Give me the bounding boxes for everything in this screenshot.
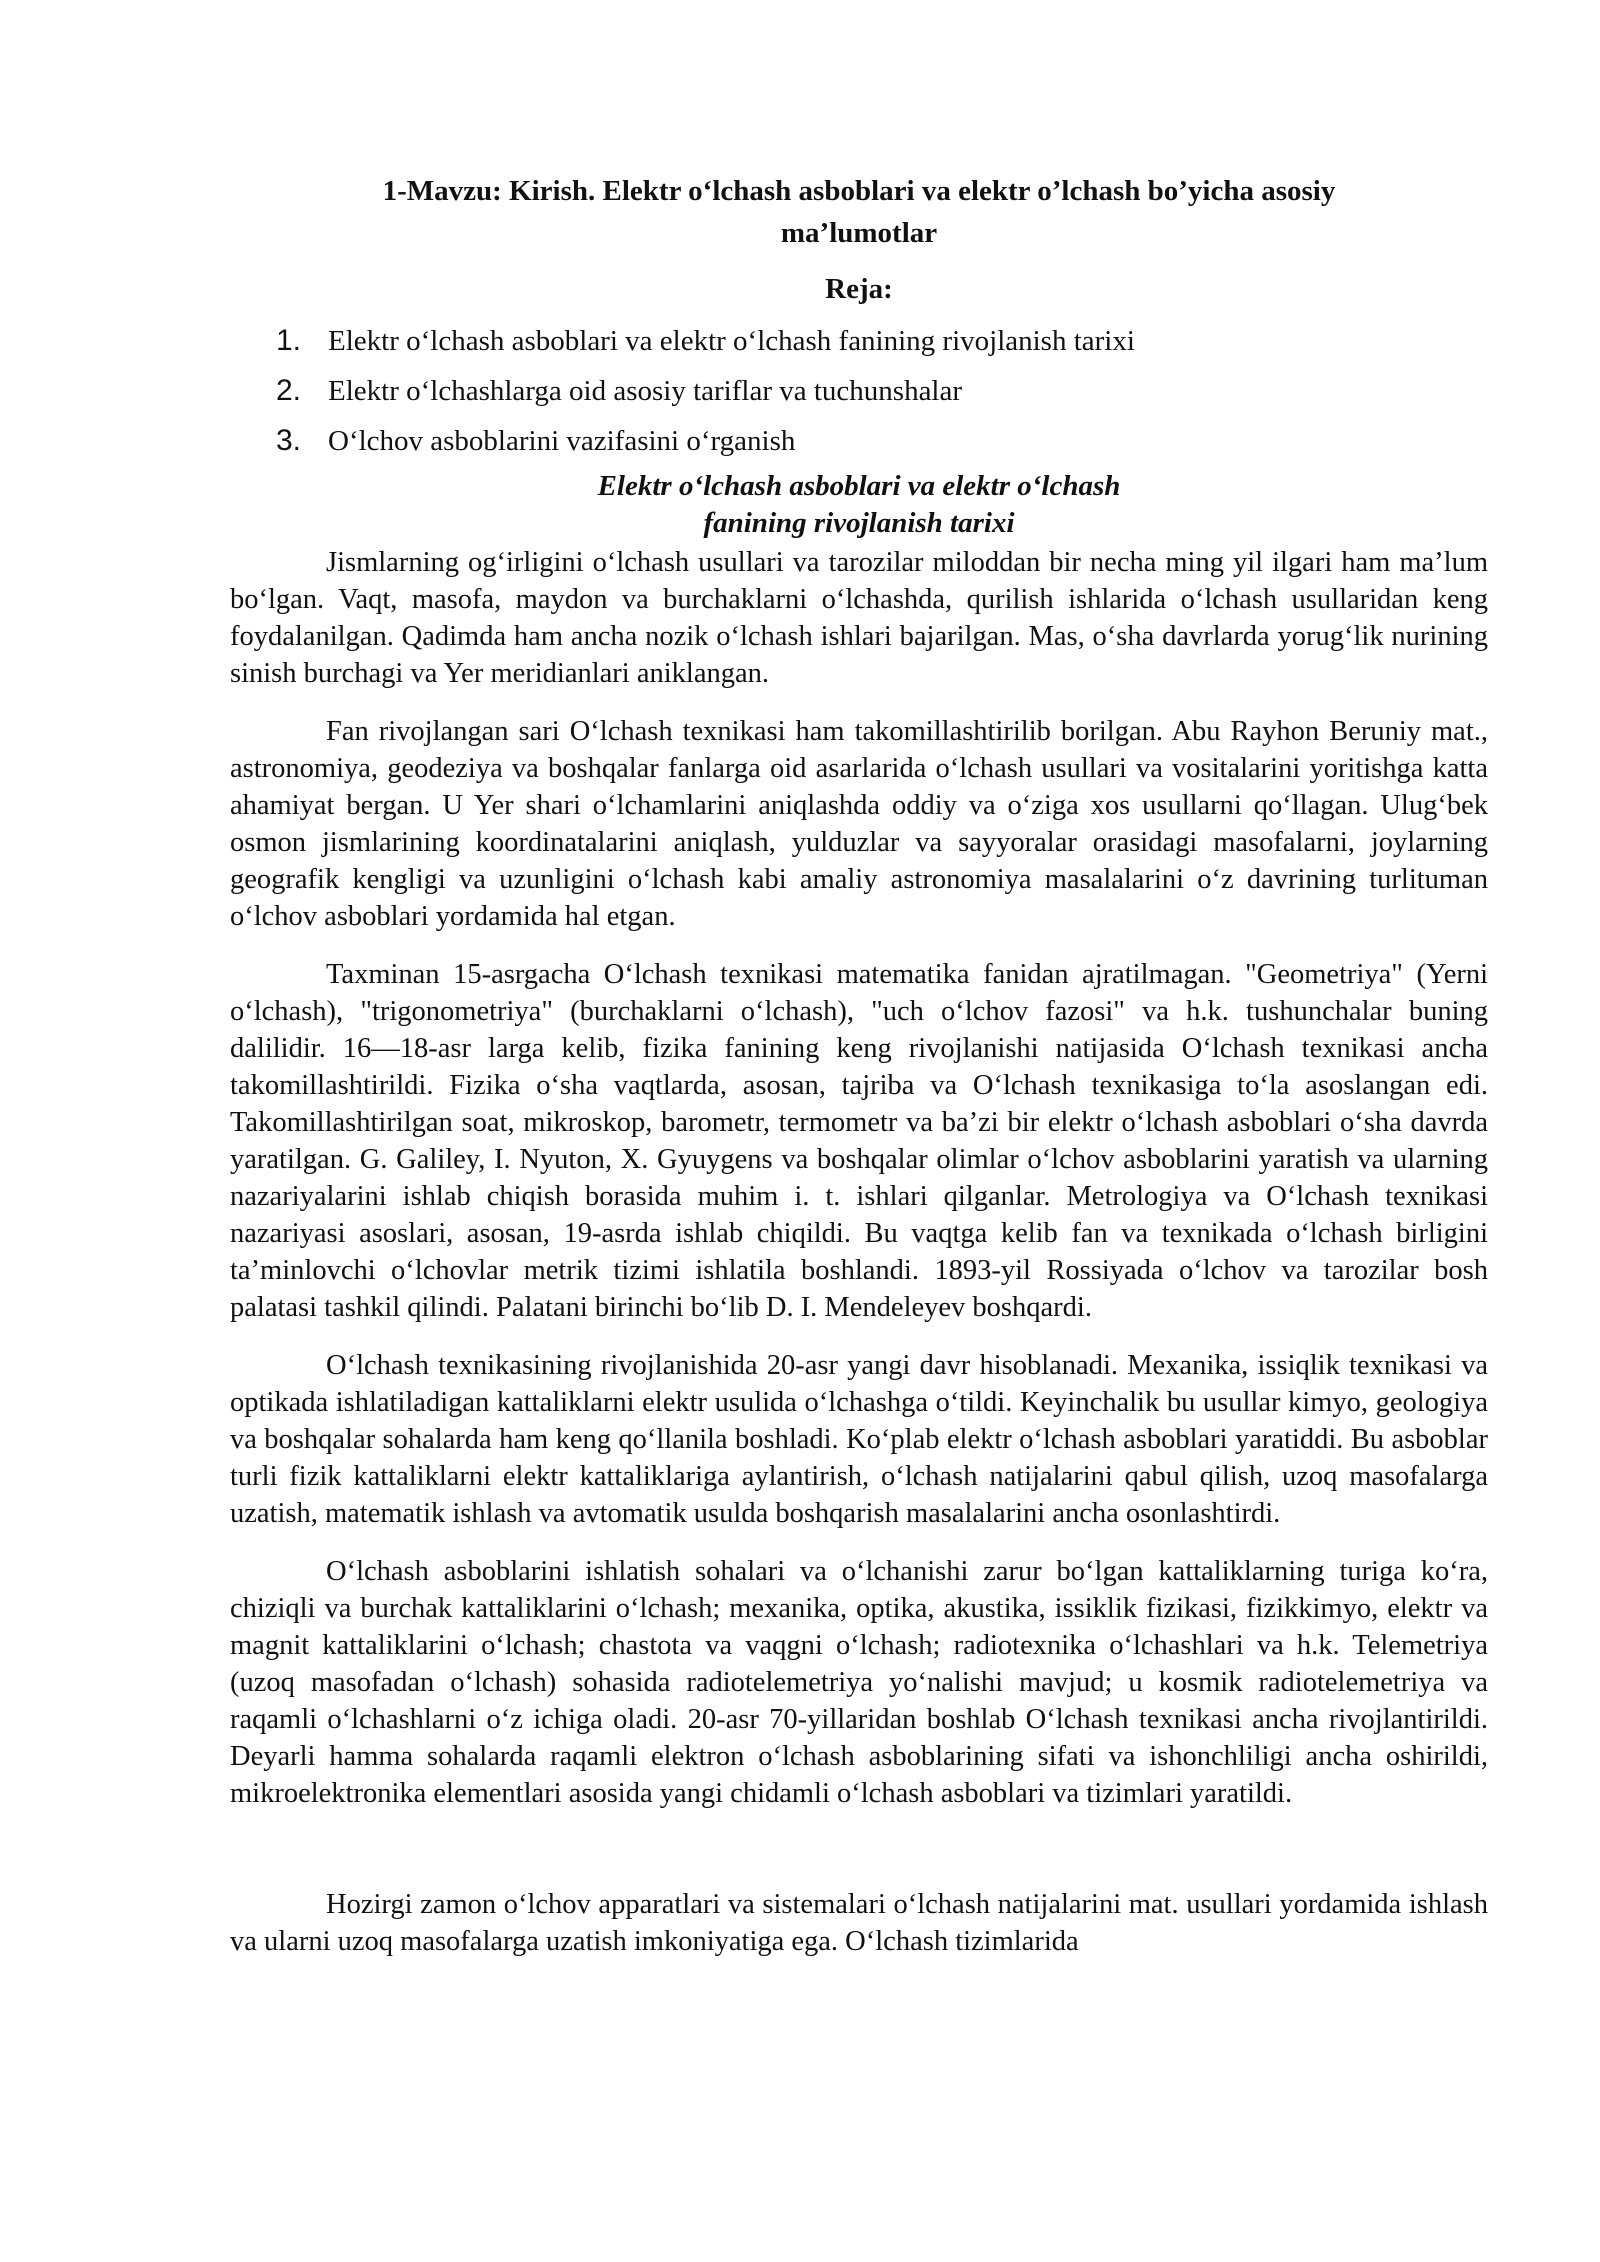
plan-list [230,316,1488,466]
section-heading-line-2: fanining rivojlanish tarixi [703,507,1015,539]
document-page [230,170,1488,1981]
body-paragraph: Taxminan 15-asrgacha O‘lchash texnikasi matematika fanidan ajratilmagan. "Geometriya" (Yerni o‘lchash), "trigonometriya" (burchaklarni o‘lchash), "uch o‘lchov fazosi" va h.k. tushunchalar buning dalilidir. 16—18-asr larga kelib, fizika fanining keng rivojlanishi natijasida O‘lchash texnikasi ancha takomillashtirildi. Fizika o‘sha vaqtlarda, asosan, tajriba va O‘lchash texnikasiga to‘la asoslangan edi. Takomillashtirilgan soat, mikroskop, barometr, termometr va ba’zi bir elektr o‘lchash asboblari o‘sha davrda yaratilgan. G. Galiley, I. Nyuton, X. Gyuygens va boshqalar olimlar o‘lchov asboblarini yaratish va ularning nazariyalarini ishlab chiqish borasida muhim i. t. ishlari qilganlar. Metrologiya va O‘lchash texnikasi nazariyasi asoslari, asosan, 19-asrda ishlab chiqildi. Bu vaqtga kelib fan va texnikada o‘lchash birligini ta’minlovchi o‘lchovlar metrik tizimi ishlatila boshlandi. 1893-yil Rossiyada o‘lchov va tarozilar bosh palatasi tashkil qilindi. Palatani birinchi bo‘lib D. I. Mendeleyev boshqardi. [230,959,1488,1323]
document-title-line-1: 1-Mavzu: Kirish. Elektr o‘lchash asboblari va elektr o’lchash bo’yicha asosiy [382,175,1336,207]
plan-item [230,416,1488,466]
section-heading-line-1: Elektr o‘lchash asboblari va elektr o‘lchash [597,470,1121,502]
body-paragraph: Fan rivojlangan sari O‘lchash texnikasi ham takomillashtirilib borilgan. Abu Rayhon Beruniy mat., astronomiya, geodeziya va boshqalar fanlarga oid asarlarida o‘lchash usullari va vositalarini yoritishga katta ahamiyat bergan. U Yer shari o‘lchamlarini aniqlashda oddiy va o‘ziga xos usullarni qo‘llagan. Ulug‘bek osmon jismlarining koordinatalarini aniqlash, yulduzlar va sayyoralar orasidagi masofalarni, joylarning geografik kengligi va uzunligini o‘lchash kabi amaliy astronomiya masalalarini o‘z davrining turlituman o‘lchov asboblari yordamida hal etgan. [230,716,1488,932]
document-title-line-2: ma’lumotlar [780,217,938,249]
document-title [230,170,1488,254]
section-heading [230,468,1488,542]
plan-item-text: O‘lchov asboblarini vazifasini o‘rganish [328,425,796,457]
plan-heading: Reja: [825,273,893,305]
plan-item-text: Elektr o‘lchashlarga oid asosiy tariflar va tuchunshalar [328,375,963,407]
body-paragraph: Hozirgi zamon o‘lchov apparatlari va sistemalari o‘lchash natijalarini mat. usullari yordamida ishlash va ularni uzoq masofalarga uzatish imkoniyatiga ega. O‘lchash tizimlarida [230,1889,1488,1957]
plan-item [230,316,1488,366]
plan-item-number: 3. [276,424,302,457]
plan-item-number: 2. [276,374,302,407]
body-paragraph: O‘lchash asboblarini ishlatish sohalari va o‘lchanishi zarur bo‘lgan kattaliklarning turiga ko‘ra, chiziqli va burchak kattaliklarini o‘lchash; mexanika, optika, akustika, issiklik fizikasi, fizikkimyo, elektr va magnit kattaliklarini o‘lchash; chastota va vaqgni o‘lchash; radiotexnika o‘lchashlari va h.k. Telemetriya (uzoq masofadan o‘lchash) sohasida radiotelemetriya yo‘nalishi mavjud; u kosmik radiotelemetriya va raqamli o‘lchashlarni o‘z ichiga oladi. 20-asr 70-yillaridan boshlab O‘lchash texnikasi ancha rivojlantirildi. Deyarli hamma sohalarda raqamli elektron o‘lchash asboblarining sifati va ishonchliligi ancha oshirildi, mikroelektronika elementlari asosida yangi chidamli o‘lchash asboblari va tizimlari yaratildi. [230,1556,1488,1809]
plan-item [230,366,1488,416]
body-paragraph: Jismlarning og‘irligini o‘lchash usullari va tarozilar miloddan bir necha ming yil ilgari ham ma’lum bo‘lgan. Vaqt, masofa, maydon va burchaklarni o‘lchashda, qurilish ishlarida o‘lchash usullaridan keng foydalanilgan. Qadimda ham ancha nozik o‘lchash ishlari bajarilgan. Mas, o‘sha davrlarda yorug‘lik nurining sinish burchagi va Yer meridianlari aniklangan. [230,547,1488,689]
body-paragraph: O‘lchash texnikasining rivojlanishida 20-asr yangi davr hisoblanadi. Mexanika, issiqlik texnikasi va optikada ishlatiladigan kattaliklarni elektr usulida o‘lchashga o‘tildi. Keyinchalik bu usullar kimyo, geologiya va boshqalar sohalarda ham keng qo‘llanila boshladi. Ko‘plab elektr o‘lchash asboblari yaratiddi. Bu asboblar turli fizik kattaliklarni elektr kattaliklariga aylantirish, o‘lchash natijalarini qabul qilish, uzoq masofalarga uzatish, matematik ishlash va avtomatik usulda boshqarish masalalarini ancha osonlashtirdi. [230,1350,1488,1529]
plan-item-number: 1. [276,324,302,357]
plan-item-text: Elektr o‘lchash asboblari va elektr o‘lchash fanining rivojlanish tarixi [328,325,1135,357]
